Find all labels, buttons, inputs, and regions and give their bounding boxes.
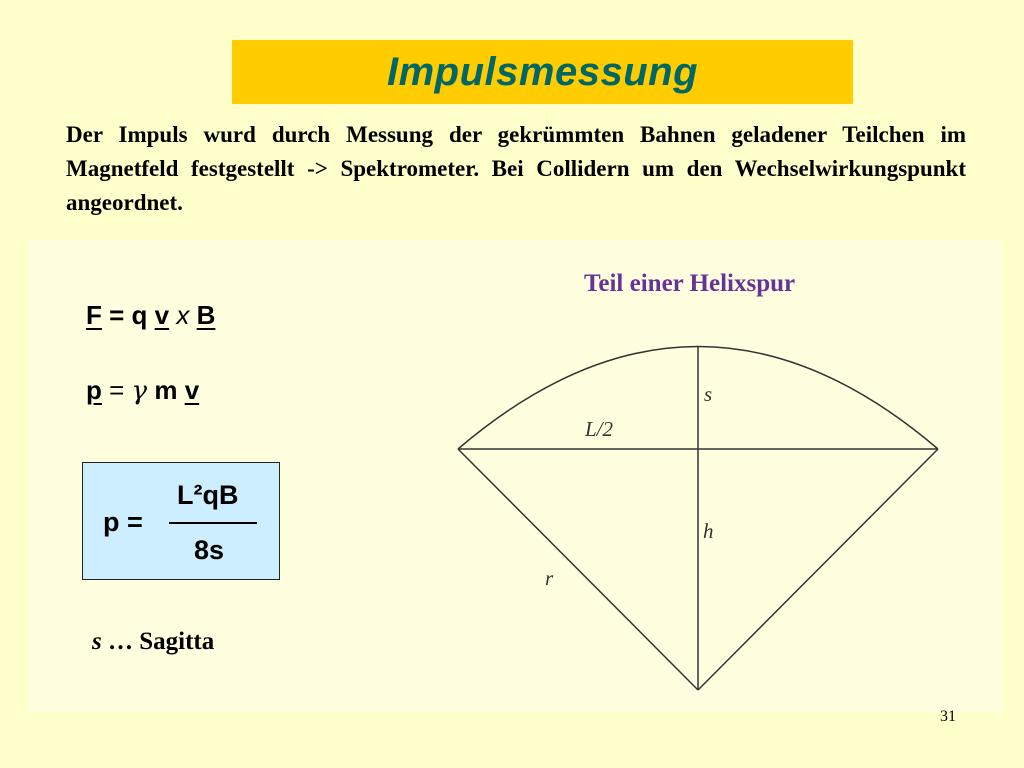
page-number: 31 <box>940 708 956 725</box>
force-symbol: F <box>86 300 102 330</box>
field-symbol: B <box>196 300 216 330</box>
velocity-symbol: v <box>154 300 170 330</box>
formula-numerator: L²qB <box>177 480 239 510</box>
label-r: r <box>545 566 554 590</box>
gamma-symbol: γ <box>131 376 148 406</box>
label-h: h <box>703 519 714 543</box>
formula-denominator: 8s <box>194 535 225 565</box>
momentum-symbol: p <box>86 375 102 405</box>
charge-symbol: q <box>131 300 148 330</box>
equals-sign: = <box>109 375 125 405</box>
label-s: s <box>704 382 713 406</box>
formula-lhs: p = <box>103 507 143 537</box>
right-radius <box>698 449 938 690</box>
velocity-symbol: v <box>184 375 200 405</box>
left-radius <box>458 449 698 690</box>
mass-symbol: m <box>154 375 178 405</box>
sagitta-symbol: s <box>92 628 102 655</box>
cross-symbol: x <box>176 300 190 330</box>
diagram-title: Teil einer Helixspur <box>584 270 796 297</box>
label-half-chord: L/2 <box>585 417 614 441</box>
intro-text: Der Impuls wurd durch Messung der gekrümmten Bahnen geladener Teilchen im Magnetfeld festgestellt -> Spektrometer. Bei Collidern um den Wechselwirkungspunkt angeordnet. <box>66 122 966 215</box>
slide-title: Impulsmessung <box>386 49 698 94</box>
equals-sign: = <box>109 300 125 330</box>
sagitta-text: … Sagitta <box>101 628 215 655</box>
